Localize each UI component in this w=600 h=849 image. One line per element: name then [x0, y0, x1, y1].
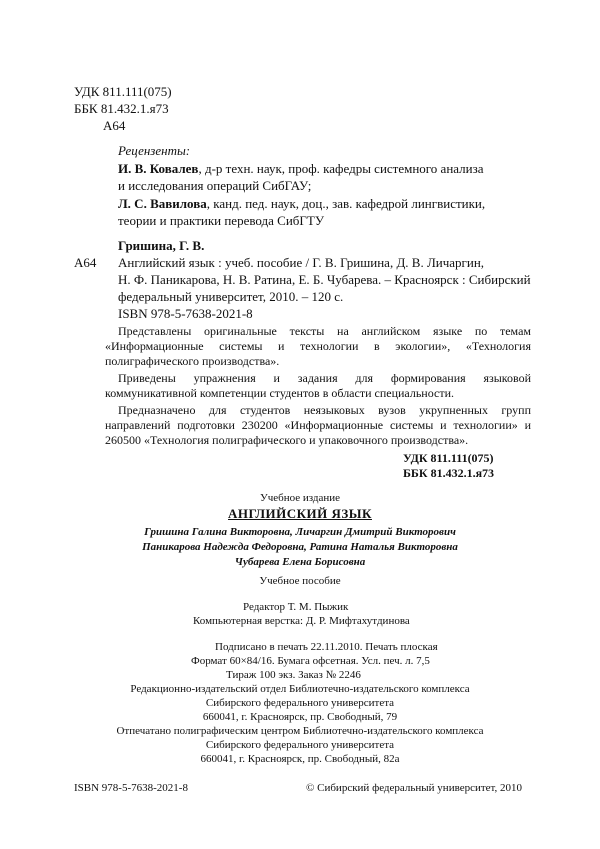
- print-line3: Тираж 100 экз. Заказ № 2246: [226, 669, 361, 681]
- authors-line3: Чубарева Елена Борисовна: [234, 556, 366, 568]
- editor: Редактор Т. М. Пыжик: [243, 601, 349, 613]
- printer-line1: Отпечатано полиграфическим центром Библиотечно-издательского комплекса: [116, 725, 484, 737]
- entry-isbn: ISBN 978-5-7638-2021-8: [118, 306, 253, 321]
- entry-mark: А64: [74, 255, 97, 270]
- book-title: АНГЛИЙСКИЙ ЯЗЫК: [228, 506, 372, 521]
- reviewer-1-name: И. В. Ковалев: [118, 161, 199, 176]
- abstract-p1: Представлены оригинальные тексты на английском языке по темам «Информационные системы и технологии в экологии», «Технология полиграфического производства».: [105, 324, 531, 368]
- author-mark: А64: [103, 118, 126, 133]
- footer-copyright: © Сибирский федеральный университет, 2010: [306, 782, 523, 794]
- layout-credit: Компьютерная верстка: Д. Р. Мифтахутдинова: [193, 615, 410, 627]
- entry-line1: Английский язык : учеб. пособие / Г. В. Гришина, Д. В. Личаргин,: [118, 255, 485, 270]
- entry-line2: Н. Ф. Паникарова, Н. В. Ратина, Е. Б. Чубарева. – Красноярск : Сибирский: [118, 272, 531, 287]
- book-type: Учебное пособие: [259, 575, 341, 587]
- footer-isbn: ISBN 978-5-7638-2021-8: [74, 782, 188, 794]
- reviewer-1-line2: и исследования операций СибГАУ;: [118, 178, 312, 193]
- reviewer-2-line1: Л. С. Вавилова, канд. пед. наук, доц., зав. кафедрой лингвистики,: [118, 196, 486, 211]
- printer-line2: Сибирского федерального университета: [205, 739, 395, 751]
- entry-line3: федеральный университет, 2010. – 120 с.: [118, 289, 344, 304]
- abstract-p2: Приведены упражнения и задания для формирования языковой коммуникативной компетенции студентов в области специальности.: [105, 371, 531, 400]
- publisher-line3: 660041, г. Красноярск, пр. Свободный, 79: [202, 711, 398, 723]
- authors-line2: Паникарова Надежда Федоровна, Ратина Наталья Викторовна: [142, 541, 458, 553]
- bbk-right: ББК 81.432.1.я73: [403, 466, 495, 480]
- reviewer-2-line2: теории и практики перевода СибГТУ: [118, 213, 325, 228]
- edition-type: Учебное издание: [259, 492, 341, 504]
- bbk-code: ББК 81.432.1.я73: [74, 101, 169, 116]
- publisher-line2: Сибирского федерального университета: [205, 697, 395, 709]
- udk-right: УДК 811.111(075): [403, 451, 494, 465]
- reviewer-2-name: Л. С. Вавилова: [118, 196, 207, 211]
- print-line1: Подписано в печать 22.11.2010. Печать плоская: [215, 641, 438, 653]
- printer-line3: 660041, г. Красноярск, пр. Свободный, 82а: [200, 753, 400, 765]
- authors-line1: Гришина Галина Викторовна, Личаргин Дмитрий Викторович: [144, 526, 456, 538]
- reviewers-heading: Рецензенты:: [118, 143, 191, 158]
- abstract-p3: Предназначено для студентов неязыковых вузов укрупненных групп направлений подготовки 230200 «Информационные системы и технологии» и 260500 «Технология полиграфического и упаковочного производства».: [105, 403, 531, 447]
- reviewer-1-line1: И. В. Ковалев, д-р техн. наук, проф. кафедры системного анализа: [118, 161, 484, 176]
- print-line2: Формат 60×84/16. Бумага офсетная. Усл. печ. л. 7,5: [191, 655, 430, 667]
- entry-author: Гришина, Г. В.: [118, 238, 205, 253]
- udk-code: УДК 811.111(075): [74, 84, 172, 99]
- publisher-line1: Редакционно-издательский отдел Библиотечно-издательского комплекса: [130, 683, 470, 695]
